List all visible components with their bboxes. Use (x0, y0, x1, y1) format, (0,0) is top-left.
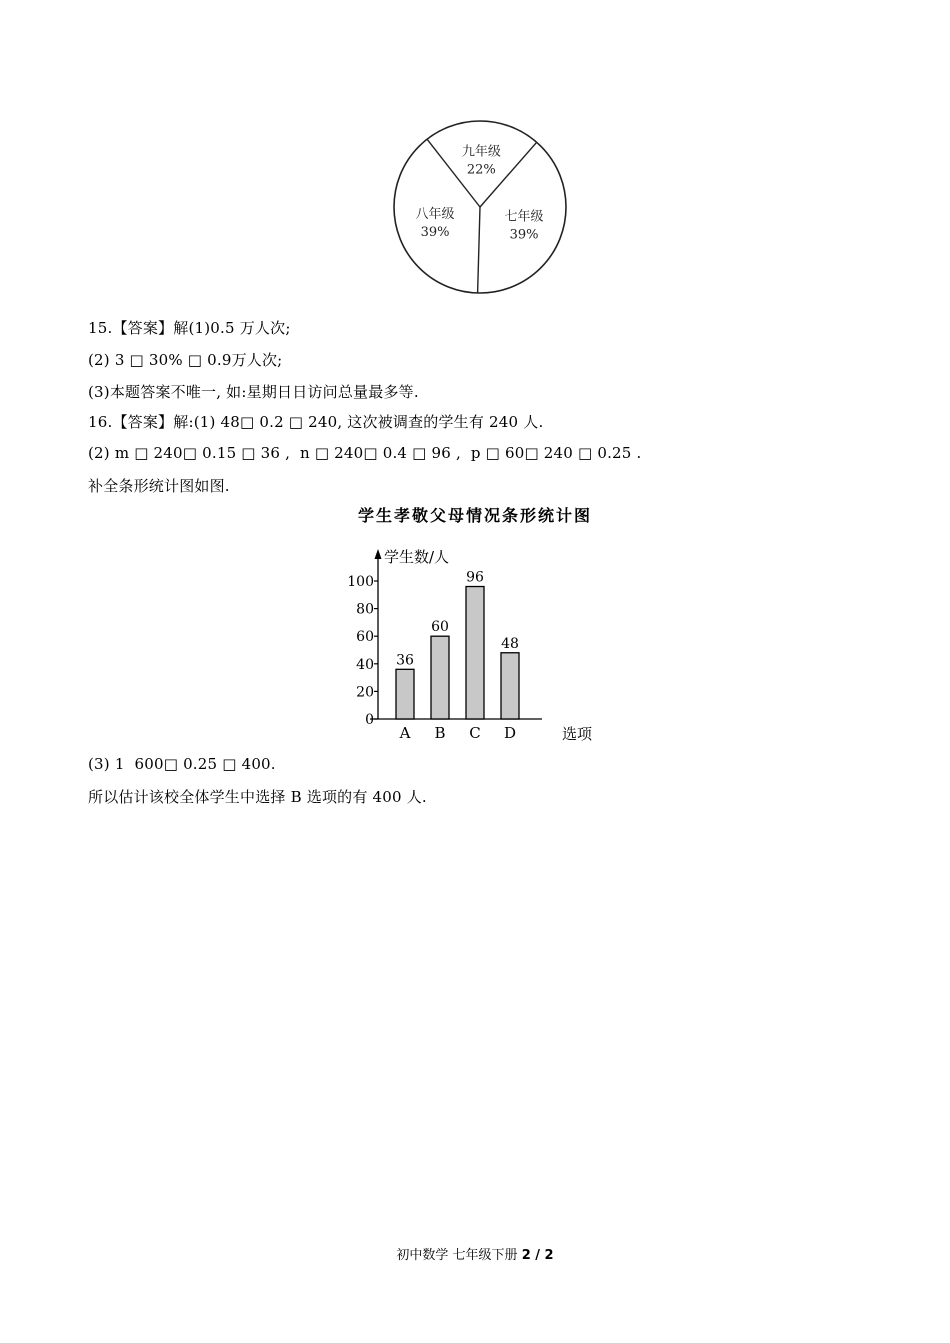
pie-slice-value: 39% (420, 224, 450, 240)
answer-q16-line3: 补全条形统计图如图. (88, 477, 230, 495)
answer-q16-line4: (3) 1 600□ 0.25 □ 400. (88, 755, 276, 773)
bar-data-label: 96 (466, 569, 484, 586)
x-tick-label: C (469, 724, 481, 742)
bar (396, 669, 414, 719)
page-number: 2 / 2 (521, 1248, 554, 1263)
pie-slice-label: 九年级 (461, 144, 501, 160)
y-axis-label: 学生数/人 (384, 548, 450, 566)
y-tick-label: 100 (347, 574, 374, 590)
answer-q15-line3: (3)本题答案不唯一, 如:星期日日访问总量最多等. (88, 383, 419, 401)
answer-q15-line2: (2) 3 □ 30% □ 0.9万人次; (88, 351, 283, 369)
footer-text: 初中数学 七年级下册 (396, 1248, 518, 1263)
answer-q16-line1: 16.【答案】解:(1) 48□ 0.2 □ 240, 这次被调查的学生有 240 人. (88, 413, 544, 431)
x-tick-label: D (503, 724, 517, 742)
bar-chart (330, 535, 620, 750)
y-tick-label: 80 (356, 601, 374, 618)
y-tick-label: 0 (365, 712, 374, 728)
bar-chart-title: 学生孝敬父母情况条形统计图 (357, 506, 592, 525)
bar-data-label: 48 (501, 635, 519, 652)
y-axis-arrow (375, 549, 382, 559)
pie-slice-value: 39% (509, 227, 539, 243)
x-tick-label: A (399, 724, 411, 742)
bar (501, 653, 519, 719)
pie-slice-label: 八年级 (415, 206, 455, 222)
bar (466, 587, 484, 719)
pie-chart (380, 112, 580, 312)
pie-slice-label: 七年级 (504, 209, 544, 225)
answer-q16-line5: 所以估计该校全体学生中选择 B 选项的有 400 人. (88, 788, 427, 806)
bar-data-label: 60 (431, 619, 449, 636)
x-tick-label: B (434, 724, 446, 742)
answer-q15-line1: 15.【答案】解(1)0.5 万人次; (88, 319, 291, 337)
bar-data-label: 36 (396, 652, 414, 669)
page-footer (0, 1244, 950, 1263)
x-axis-label: 选项 (562, 725, 593, 743)
y-tick-label: 60 (356, 629, 374, 646)
pie-slice-value: 22% (466, 162, 496, 178)
y-tick-label: 40 (356, 656, 374, 673)
bar (431, 636, 449, 719)
y-tick-label: 20 (356, 684, 374, 701)
answer-q16-line2: (2) m □ 240□ 0.15 □ 36 , n □ 240□ 0.4 □ 96 , p □ 60□ 240 □ 0.25 . (88, 444, 642, 462)
